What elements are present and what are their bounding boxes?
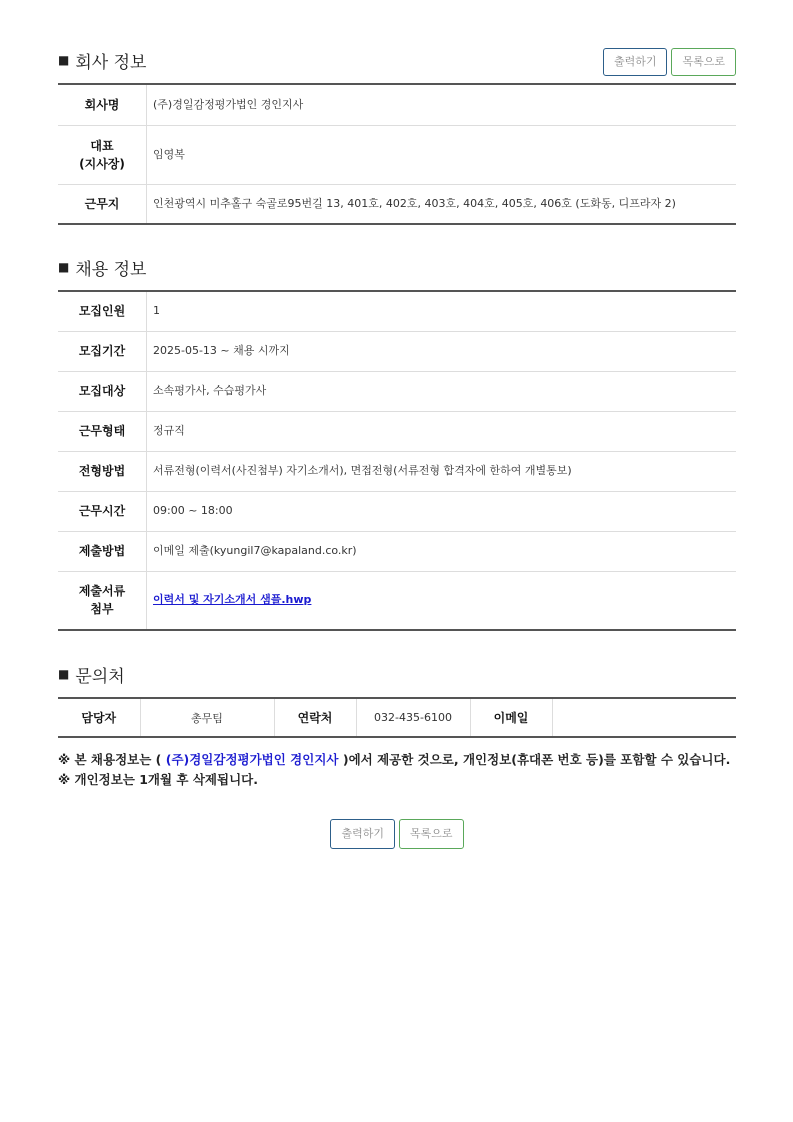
work-hours-label: 근무시간 bbox=[58, 491, 147, 531]
headcount-value: 1 bbox=[147, 291, 737, 331]
selection-method-value: 서류전형(이력서(사진첨부) 자기소개서), 면접전형(서류전형 합격자에 한하여 개별통보) bbox=[147, 451, 737, 491]
print-button[interactable]: 출력하기 bbox=[603, 48, 668, 76]
table-row bbox=[58, 371, 736, 411]
table-row bbox=[58, 125, 736, 184]
notice-line-2: ※ 개인정보는 1개월 후 삭제됩니다. bbox=[58, 772, 258, 787]
list-button[interactable]: 목록으로 bbox=[671, 48, 736, 76]
recruit-info-table bbox=[58, 290, 736, 631]
period-value: 2025-05-13 ~ 채용 시까지 bbox=[147, 331, 737, 371]
table-row bbox=[58, 698, 736, 737]
period-label: 모집기간 bbox=[58, 331, 147, 371]
square-bullet-icon: ■ bbox=[58, 53, 70, 67]
square-bullet-icon: ■ bbox=[58, 260, 70, 274]
attachment-label: 제출서류 첨부 bbox=[58, 571, 147, 630]
phone-label: 연락처 bbox=[274, 698, 356, 737]
email-label: 이메일 bbox=[470, 698, 552, 737]
privacy-notice bbox=[58, 750, 736, 790]
headcount-label: 모집인원 bbox=[58, 291, 147, 331]
employment-type-label: 근무형태 bbox=[58, 411, 147, 451]
table-row bbox=[58, 291, 736, 331]
contact-section-title: ■ 문의처 bbox=[58, 666, 125, 687]
workplace-label: 근무지 bbox=[58, 184, 147, 224]
table-row bbox=[58, 491, 736, 531]
table-row bbox=[58, 331, 736, 371]
phone-value: 032-435-6100 bbox=[356, 698, 470, 737]
print-button-bottom[interactable]: 출력하기 bbox=[330, 819, 395, 849]
company-section-title: ■ 회사 정보 bbox=[58, 52, 147, 73]
target-value: 소속평가사, 수습평가사 bbox=[147, 371, 737, 411]
table-row bbox=[58, 411, 736, 451]
submission-method-value: 이메일 제출(kyungil7@kapaland.co.kr) bbox=[147, 531, 737, 571]
workplace-value: 인천광역시 미추홀구 숙골로95번길 13, 401호, 402호, 403호, 404호, 405호, 406호 (도화동, 디프라자 2) bbox=[153, 196, 676, 210]
table-row bbox=[58, 451, 736, 491]
square-bullet-icon: ■ bbox=[58, 667, 70, 681]
company-section-header bbox=[58, 48, 736, 72]
contact-table bbox=[58, 697, 736, 738]
attachment-download-link[interactable]: 이력서 및 자기소개서 샘플.hwp bbox=[153, 593, 312, 607]
top-button-group bbox=[603, 48, 736, 76]
company-name-label: 회사명 bbox=[58, 84, 147, 125]
representative-label: 대표 (지사장) bbox=[58, 125, 147, 184]
attachment-cell bbox=[147, 571, 737, 630]
employment-type-value: 정규직 bbox=[147, 411, 737, 451]
manager-value: 총무팀 bbox=[140, 698, 274, 737]
company-name-value: (주)경일감정평가법인 경인지사 bbox=[147, 84, 737, 125]
table-row bbox=[58, 84, 736, 125]
submission-method-label: 제출방법 bbox=[58, 531, 147, 571]
bottom-button-group bbox=[58, 819, 736, 849]
work-hours-value: 09:00 ~ 18:00 bbox=[147, 491, 737, 531]
notice-line-1: ※ 본 채용정보는 ( (주)경일감정평가법인 경인지사 )에서 제공한 것으로, 개인정보(휴대폰 번호 등)를 포함할 수 있습니다. bbox=[58, 752, 731, 767]
company-info-table bbox=[58, 83, 736, 225]
manager-label: 담당자 bbox=[58, 698, 140, 737]
selection-method-label: 전형방법 bbox=[58, 451, 147, 491]
recruit-section-title: ■ 채용 정보 bbox=[58, 259, 147, 280]
target-label: 모집대상 bbox=[58, 371, 147, 411]
table-row bbox=[58, 184, 736, 224]
notice-company-name: (주)경일감정평가법인 경인지사 bbox=[165, 752, 339, 767]
representative-value: 임영복 bbox=[147, 125, 737, 184]
list-button-bottom[interactable]: 목록으로 bbox=[399, 819, 464, 849]
table-row bbox=[58, 571, 736, 630]
email-value bbox=[552, 698, 736, 737]
table-row bbox=[58, 531, 736, 571]
